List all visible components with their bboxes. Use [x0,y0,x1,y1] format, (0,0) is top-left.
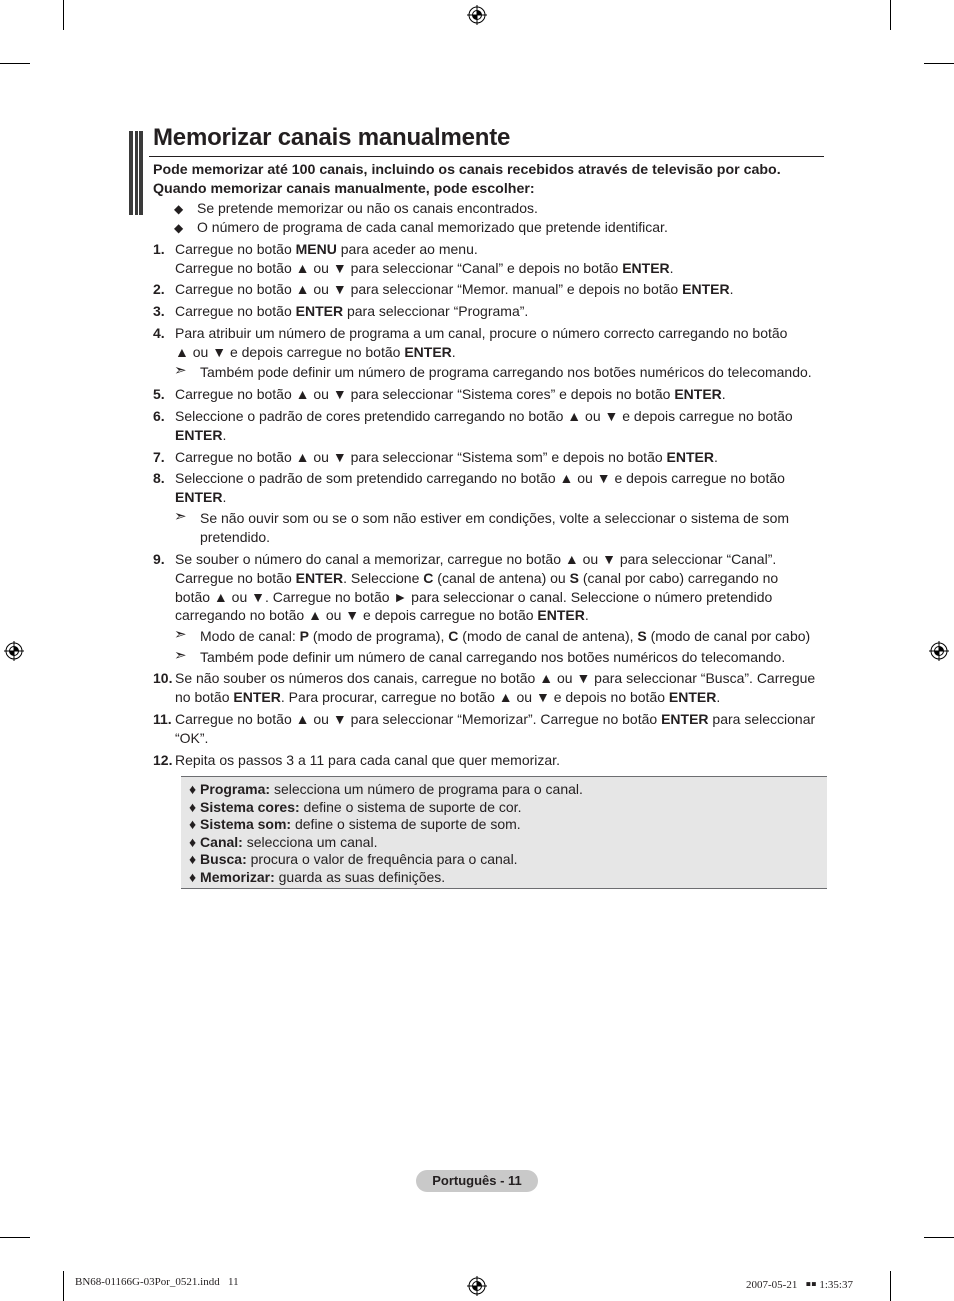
diamond-small-icon: ♦ [189,816,201,832]
diamond-small-icon: ♦ [189,833,201,850]
crop-mark [63,0,64,30]
definition-item: ♦ Canal: selecciona um canal. [189,833,378,850]
note-arrow-icon: ➣ [174,647,187,664]
diamond-small-icon: ♦ [189,781,201,797]
diamond-bullet-icon: ◆ [174,221,184,235]
definitions-box [181,776,827,889]
file-slug: BN68-01166G-03Por_0521.indd 11 [75,1276,239,1288]
crop-mark [890,0,891,30]
bullet-item: ◆ O número de programa de cada canal memorizado que pretende identificar. [174,219,668,235]
title-rule [149,156,824,157]
crop-mark [924,1237,954,1238]
crop-mark [63,1271,64,1301]
page-title: Memorizar canais manualmente [153,124,511,151]
page-number-badge: Português - 11 [416,1170,538,1192]
definition-item: ♦ Busca: procura o valor de frequência para o canal. [189,851,518,867]
bullet-item: ◆ Se pretende memorizar ou não os canais encontrados. [174,200,538,216]
intro-line-1: Pode memorizar até 100 canais, incluindo os canais recebidos através de televisão por cabo. [153,162,781,178]
note-arrow-icon: ➣ [174,626,187,643]
diamond-bullet-icon: ◆ [174,202,184,216]
registration-mark-icon [929,641,949,661]
definition-item: ♦ Memorizar: guarda as suas definições. [189,868,446,885]
diamond-small-icon: ♦ [189,798,201,815]
registration-mark-icon [467,5,487,25]
crop-mark [924,63,954,64]
crop-mark [0,63,30,64]
definition-item: ♦ Sistema som: define o sistema de suporte de som. [189,816,521,832]
crop-mark [0,1237,30,1238]
diamond-small-icon: ♦ [189,868,201,885]
note-arrow-icon: ➣ [174,508,187,525]
definition-item: ♦ Programa: selecciona um número de programa para o canal. [189,781,583,797]
diamond-small-icon: ♦ [189,851,201,867]
date-slug: 2007-05-21 ￭￭ 1:35:37 [746,1279,853,1291]
registration-mark-icon [4,641,24,661]
crop-mark [890,1271,891,1301]
registration-mark-icon [467,1276,487,1296]
note-arrow-icon: ➣ [174,362,187,379]
title-accent-bars [129,131,143,215]
intro-line-2: Quando memorizar canais manualmente, pode escolher: [153,181,535,197]
definition-item: ♦ Sistema cores: define o sistema de suporte de cor. [189,798,522,815]
